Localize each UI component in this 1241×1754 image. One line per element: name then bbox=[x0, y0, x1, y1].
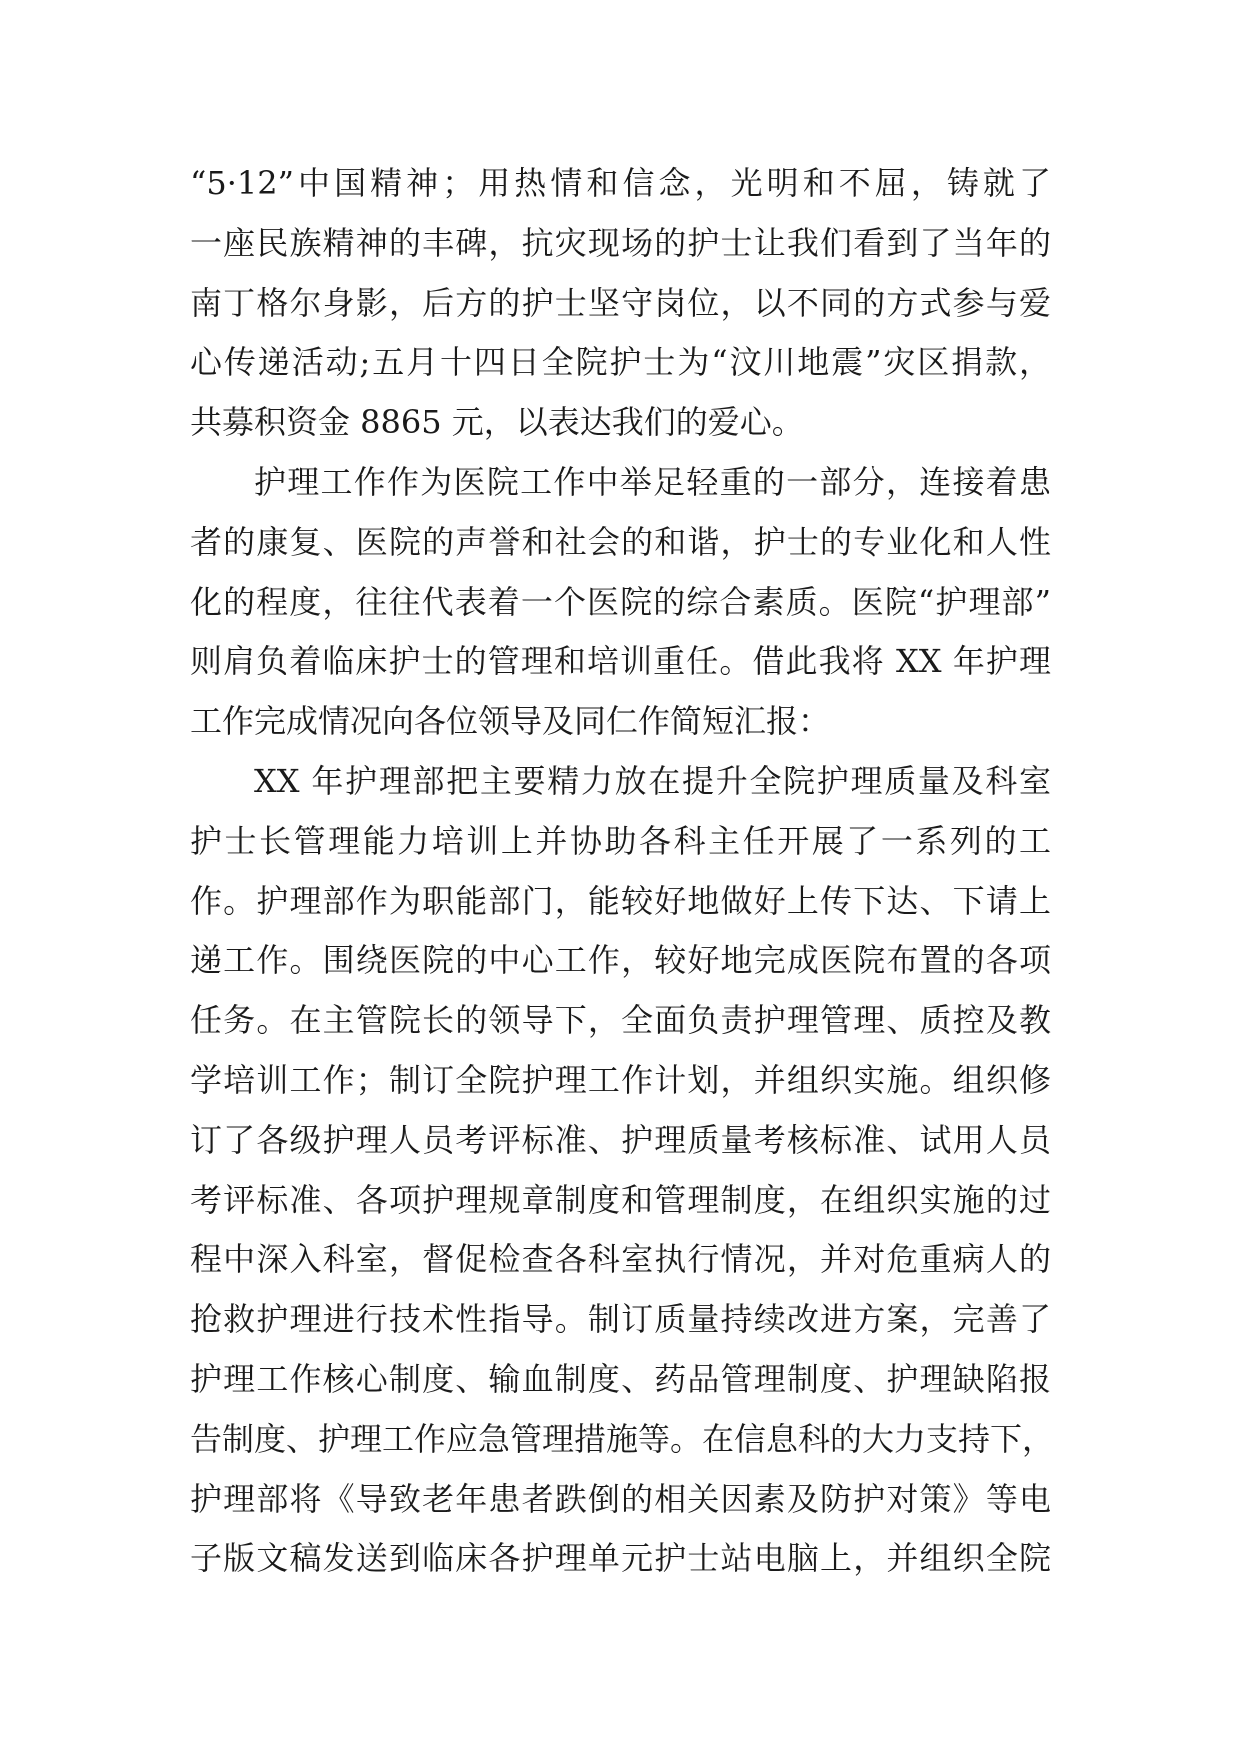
text-line: 南丁格尔身影，后方的护士坚守岗位，以不同的方式参与爱 bbox=[190, 283, 1051, 322]
text-line: 订了各级护理人员考评标准、护理质量考核标准、试用人员 bbox=[190, 1120, 1051, 1159]
text-line: 化的程度，往往代表着一个医院的综合素质。医院“护理部” bbox=[190, 582, 1051, 621]
text-line: “5·12”中国精神；用热情和信念，光明和不屈，铸就了 bbox=[190, 164, 1051, 202]
text-line: 护理工作核心制度、输血制度、药品管理制度、护理缺陷报 bbox=[190, 1359, 1051, 1398]
text-line: 护士长管理能力培训上并协助各科主任开展了一系列的工 bbox=[190, 821, 1051, 860]
text-line: 程中深入科室，督促检查各科室执行情况，并对危重病人的 bbox=[190, 1240, 1051, 1279]
text-line: 共募积资金 8865 元，以表达我们的爱心。 bbox=[190, 403, 804, 442]
text-line: 子版文稿发送到临床各护理单元护士站电脑上，并组织全院 bbox=[190, 1539, 1051, 1578]
text-line: 学培训工作；制订全院护理工作计划，并组织实施。组织修 bbox=[190, 1060, 1051, 1099]
text-line: 一座民族精神的丰碑，抗灾现场的护士让我们看到了当年的 bbox=[190, 223, 1051, 262]
text-line: XX 年护理部把主要精力放在提升全院护理质量及科室 bbox=[254, 761, 1051, 800]
text-line: 护理部将《导致老年患者跌倒的相关因素及防护对策》等电 bbox=[190, 1479, 1051, 1518]
text-line: 作。护理部作为职能部门，能较好地做好上传下达、下请上 bbox=[190, 881, 1051, 920]
text-line: 考评标准、各项护理规章制度和管理制度，在组织实施的过 bbox=[190, 1180, 1051, 1219]
document-body bbox=[190, 154, 1055, 1589]
text-line: 工作完成情况向各位领导及同仁作简短汇报： bbox=[190, 702, 831, 741]
text-line: 则肩负着临床护士的管理和培训重任。借此我将 XX 年护理 bbox=[190, 642, 1051, 681]
text-line: 护理工作作为医院工作中举足轻重的一部分，连接着患 bbox=[254, 462, 1051, 501]
text-line: 者的康复、医院的声誉和社会的和谐，护士的专业化和人性 bbox=[190, 522, 1051, 561]
text-line: 任务。在主管院长的领导下，全面负责护理管理、质控及教 bbox=[190, 1001, 1051, 1040]
text-line: 告制度、护理工作应急管理措施等。在信息科的大力支持下， bbox=[190, 1419, 1055, 1458]
text-line: 递工作。围绕医院的中心工作，较好地完成医院布置的各项 bbox=[190, 941, 1051, 980]
text-line: 心传递活动;五月十四日全院护士为“汶川地震”灾区捐款， bbox=[190, 343, 1051, 382]
text-line: 抢救护理进行技术性指导。制订质量持续改进方案，完善了 bbox=[190, 1300, 1051, 1339]
